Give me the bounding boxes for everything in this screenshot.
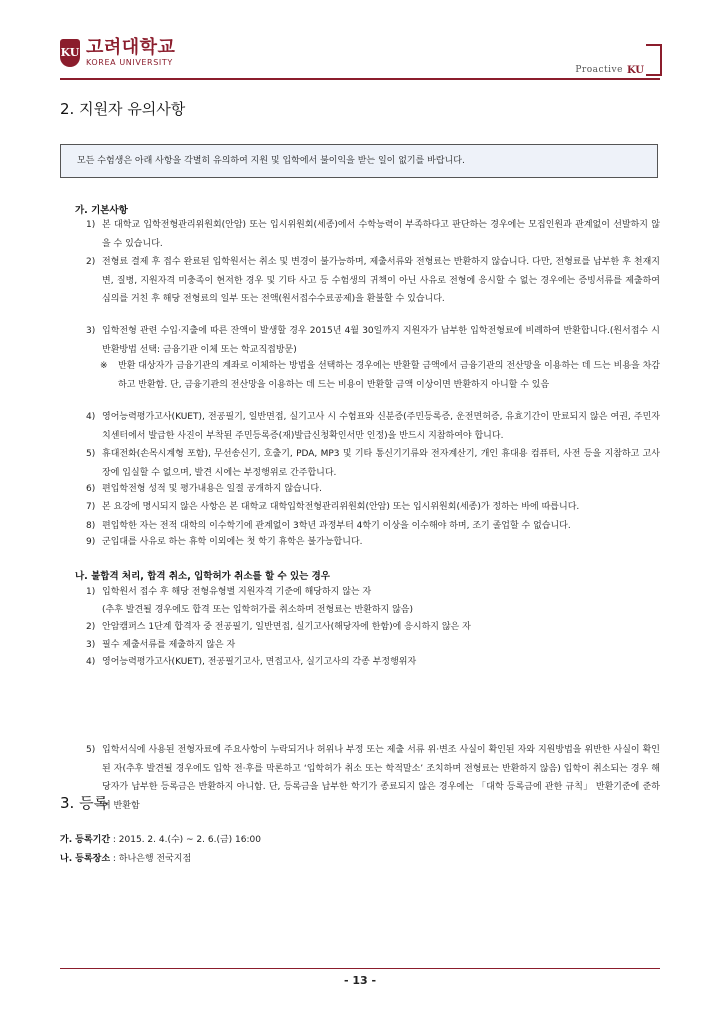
item-text: 입학전형 관련 수입·지출에 따른 잔액이 발생할 경우 2015년 4월 30일까지 지원자가 납부한 입학전형료에 비례하여 반환합니다.(원서접수 시 반환방법 선택: 금융기관 이체 또는 학교직접방문)	[102, 326, 660, 355]
bracket-mark-icon	[646, 44, 662, 76]
item-number: 8)	[86, 521, 96, 531]
registration-place-label: 나. 등록장소	[60, 854, 111, 864]
item-text: 본 요강에 명시되지 않은 사항은 본 대학교 대학입학전형관리위원회(안암) 또는 입시위원회(세종)가 정하는 바에 따릅니다.	[102, 502, 580, 512]
proactive-ku-text: KU	[626, 65, 644, 76]
item-number: 4)	[86, 412, 96, 422]
item-number: 3)	[86, 326, 96, 336]
item-text: 입학원서 접수 후 해당 전형유형별 지원자격 기준에 해당하지 않는 자	[102, 587, 372, 597]
list-item	[86, 480, 660, 499]
list-item	[86, 216, 660, 253]
item-number: 4)	[86, 657, 96, 667]
item-number: 6)	[86, 484, 96, 494]
list-item	[86, 636, 660, 655]
registration-period-value: : 2015. 2. 4.(수) ~ 2. 6.(금) 16:00	[110, 835, 261, 845]
item-text: 군입대를 사유로 하는 휴학 이외에는 첫 학기 휴학은 불가능합니다.	[102, 537, 363, 547]
item-text: 반환 대상자가 금융기관의 계좌로 이체하는 방법을 선택하는 경우에는 반환할 금액에서 금융기관의 전산망을 이용하는 데 드는 비용을 차감하고 반환함. 단, 금융기관의 전산망을 이용하는 데 드는 비용이 반환할 금액 이상이면 반환하지 아니할 수 있음	[118, 361, 660, 390]
item-number: 1)	[86, 220, 96, 230]
item-text: 본 대학교 입학전형관리위원회(안암) 또는 입시위원회(세종)에서 수학능력이 부족하다고 판단하는 경우에는 모집인원과 관계없이 선발하지 않을 수 있습니다.	[102, 220, 660, 249]
proactive-text: Proactive	[575, 65, 623, 75]
university-logo	[60, 38, 175, 67]
footer-divider	[60, 968, 660, 969]
list-item	[86, 253, 660, 309]
item-text: 필수 제출서류를 제출하지 않은 자	[102, 640, 236, 650]
subsection-a-title: 가. 기본사항	[75, 205, 128, 216]
section-2-title: 2. 지원자 유의사항	[60, 100, 186, 118]
list-item	[86, 583, 660, 602]
item-text: 편입학전형 성적 및 평가내용은 일절 공개하지 않습니다.	[102, 484, 322, 494]
list-item	[86, 653, 660, 672]
item-text: 전형료 결제 후 접수 완료된 입학원서는 취소 및 변경이 불가능하며, 제출서류와 전형료는 반환하지 않습니다. 다만, 전형료를 납부한 후 천재지변, 질병, 지원자격 미충족이 현저한 경우 및 기타 사고 등 수험생의 귀책이 아닌 사유로 전형에 응시할 수 없는 경우에는 증빙서류를 제출하여 심의를 거친 후 해당 전형료의 일부 또는 전액(원서접수수료공제)을 환불할 수 있습니다.	[102, 257, 660, 305]
item-number: 1)	[86, 587, 96, 597]
page-number: - 13 -	[343, 974, 377, 987]
registration-period	[60, 832, 261, 845]
crest-icon: KU	[60, 39, 80, 67]
note-mark: ※	[100, 361, 108, 371]
section-3-title: 3. 등록	[60, 794, 109, 812]
list-item	[86, 741, 660, 815]
proactive-ku-logo	[575, 44, 662, 76]
item-number: 5)	[86, 745, 96, 755]
header-divider	[60, 78, 660, 80]
item-text: 안암캠퍼스 1단계 합격자 중 전공필기, 일반면접, 실기고사(해당자에 한함)에 응시하지 않은 자	[102, 622, 471, 632]
item-number: 2)	[86, 622, 96, 632]
item-text: 휴대전화(손목시계형 포함), 무선송신기, 호출기, PDA, MP3 및 기타 통신기기류와 전자계산기, 개인 휴대용 컴퓨터, 사전 등을 지참하고 고사장에 입실할 수 없으며, 발견 시에는 부정행위로 간주합니다.	[102, 449, 660, 478]
logo-korean-name: 고려대학교	[86, 37, 176, 58]
item-text: 영어능력평가고사(KUET), 전공필기, 일반면접, 실기고사 시 수험표와 신분증(주민등록증, 운전면허증, 유효기간이 만료되지 않은 여권, 주민자치센터에서 발급한 사진이 부착된 주민등록증(재)발급신청확인서만 인정)을 반드시 지참하여야 합니다.	[102, 412, 660, 441]
item-number: 2)	[86, 257, 96, 267]
list-item	[86, 498, 660, 517]
page-header	[0, 0, 720, 90]
registration-place-value: : 하나은행 전국지점	[110, 854, 192, 864]
item-text: 입학서식에 사용된 전형자료에 주요사항이 누락되거나 허위나 부정 또는 제출 서류 위·변조 사실이 확인된 자와 지원방법을 위반한 사실이 확인된 자(추후 발견될 경우에도 입학 전·후를 막론하고 ‘입학허가 취소 또는 학적말소’ 조치하며 전형료는 반환하지 않음) 입학이 취소되는 경우 해당자가 납부한 등록금은 반환하지 아니함. 단, 등록금을 납부한 학기가 종료되지 않은 경우에는 「대학 등록금에 관한 규칙」 반환기준에 준하여 반환함	[102, 745, 660, 811]
list-item	[86, 322, 660, 359]
logo-english-name: KOREA UNIVERSITY	[86, 58, 173, 67]
item-number: 7)	[86, 502, 96, 512]
registration-period-label: 가. 등록기간	[60, 835, 111, 845]
list-item	[86, 601, 660, 620]
registration-place	[60, 851, 191, 864]
item-number: 3)	[86, 640, 96, 650]
subsection-b-title: 나. 불합격 처리, 합격 취소, 입학허가 취소를 할 수 있는 경우	[75, 571, 330, 582]
list-item	[86, 533, 660, 552]
item-number: 5)	[86, 449, 96, 459]
list-item	[86, 408, 660, 445]
list-item	[86, 618, 660, 637]
notice-box: 모든 수험생은 아래 사항을 각별히 유의하여 지원 및 입학에서 불이익을 받는 일이 없기를 바랍니다.	[60, 144, 658, 178]
list-item	[86, 445, 660, 482]
item-text: 편입학한 자는 전적 대학의 이수학기에 관계없이 3학년 과정부터 4학기 이상을 이수해야 하며, 조기 졸업할 수 없습니다.	[102, 521, 571, 531]
item-text: (추후 발견될 경우에도 합격 또는 입학허가를 취소하며 전형료는 반환하지 않음)	[102, 605, 413, 615]
item-number: 9)	[86, 537, 96, 547]
list-item-note	[86, 357, 660, 394]
item-text: 영어능력평가고사(KUET), 전공필기고사, 면접고사, 실기고사의 각종 부정행위자	[102, 657, 417, 667]
